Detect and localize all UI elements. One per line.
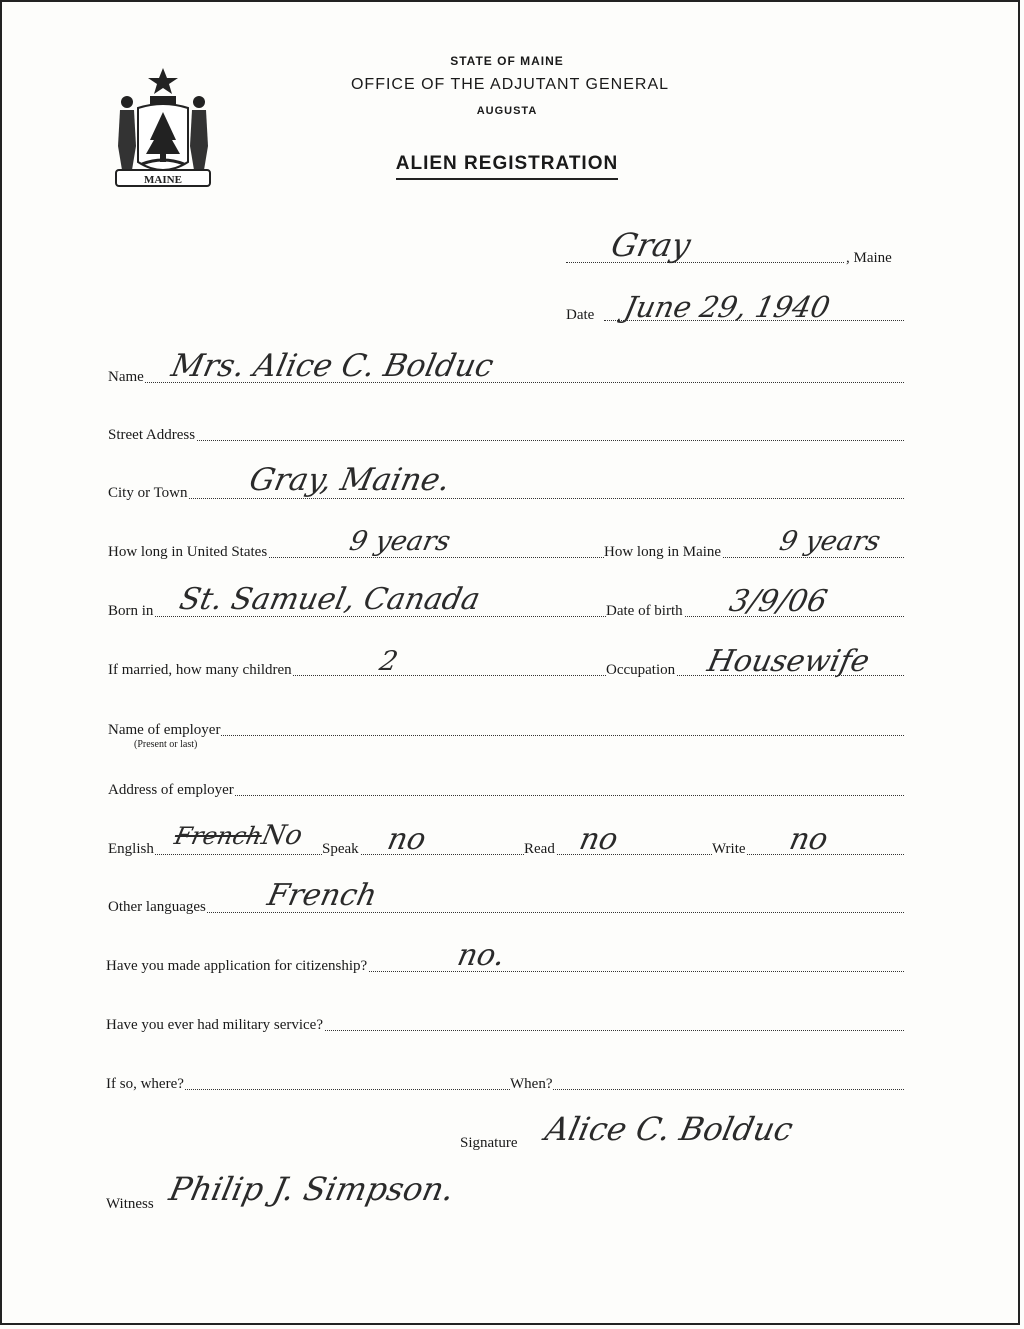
employer-line [108,735,904,736]
where-when-line [108,1089,904,1090]
signature-value: Alice C. Bolduc [541,1110,797,1148]
name-value: Mrs. Alice C. Bolduc [168,348,497,384]
english-struck-value: French [172,822,265,850]
years-maine-value: 9 years [776,526,884,557]
other-languages-label: Other languages [108,899,206,915]
office-heading: OFFICE OF THE ADJUTANT GENERAL [350,76,670,93]
street-label: Street Address [108,427,196,443]
years-us-value: 9 years [346,526,454,557]
form-title: ALIEN REGISTRATION [396,153,618,180]
witness-label: Witness [106,1196,154,1212]
read-label: Read [524,841,555,857]
employer-sublabel: (Present or last) [134,739,198,750]
citizenship-value: no. [454,938,509,973]
city-line [108,498,904,499]
where-label: If so, where? [106,1076,184,1092]
children-label: If married, how many children [108,662,292,678]
city-label: City or Town [108,485,188,501]
name-label: Name [108,369,144,385]
town-value: Gray [607,226,695,264]
born-in-value: St. Samuel, Canada [176,582,484,617]
read-value: no [576,822,622,857]
town-suffix-label: , Maine [846,250,892,266]
signature-label: Signature [460,1135,518,1151]
seal-banner-text: MAINE [144,174,182,186]
children-value: 2 [376,646,401,677]
military-label: Have you ever had military service? [106,1017,323,1033]
write-label: Write [712,841,746,857]
write-value: no [786,822,832,857]
born-in-label: Born in [108,603,154,619]
city-value: Gray, Maine. [246,462,454,498]
other-languages-line [108,912,904,913]
citizenship-label: Have you made application for citizenship? [106,958,368,974]
date-label: Date [566,307,595,323]
street-line [108,440,904,441]
when-label: When? [510,1076,553,1092]
english-line [108,854,904,855]
employer-address-label: Address of employer [108,782,234,798]
employer-label: Name of employer [108,722,221,738]
other-languages-value: French [264,878,381,913]
dob-label: Date of birth [606,603,683,619]
date-value: June 29, 1940 [621,290,834,324]
occupation-label: Occupation [606,662,676,678]
witness-value: Philip J. Simpson. [165,1170,458,1208]
speak-value: no [384,822,430,857]
state-heading: STATE OF MAINE [450,54,564,68]
speak-label: Speak [322,841,359,857]
city-heading: AUGUSTA [476,105,538,117]
english-label: English [108,841,154,857]
years-us-label: How long in United States [108,544,268,560]
dob-value: 3/9/06 [726,584,831,619]
occupation-value: Housewife [704,644,873,679]
english-value: No [258,820,306,851]
years-maine-label: How long in Maine [604,544,722,560]
